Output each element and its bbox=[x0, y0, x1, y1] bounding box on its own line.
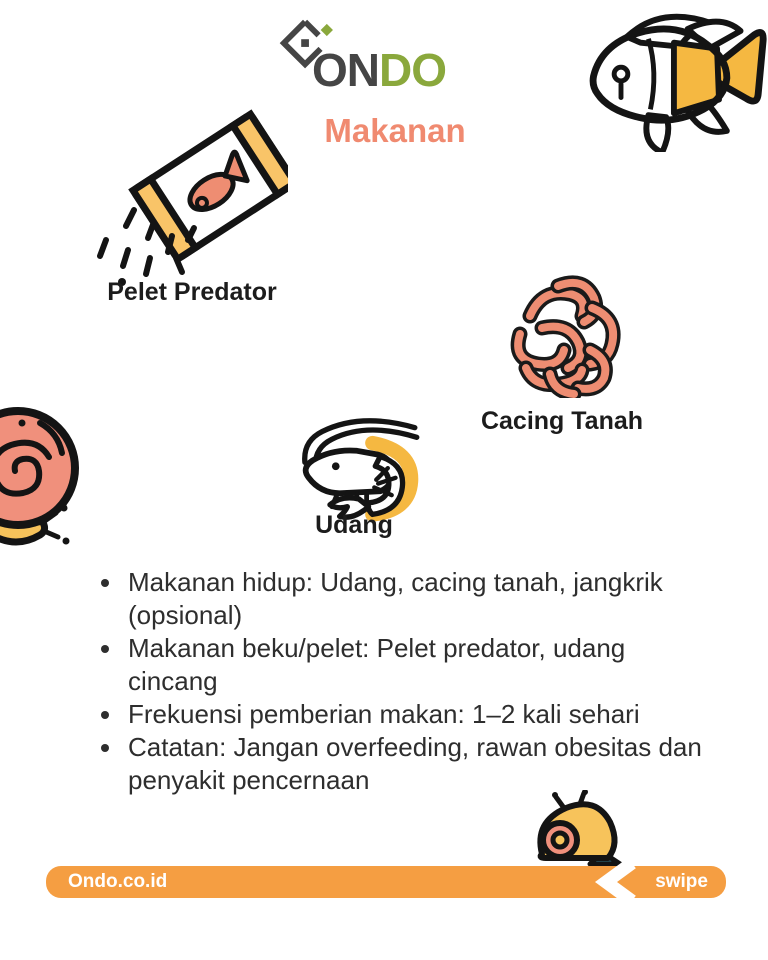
list-item: • Catatan: Jangan overfeeding, rawan obesitas dan penyakit pencernaan bbox=[124, 731, 716, 797]
brand-name-do: DO bbox=[379, 44, 446, 96]
label-udang: Udang bbox=[315, 511, 393, 539]
earthworms-icon bbox=[492, 270, 642, 398]
label-cacing-tanah: Cacing Tanah bbox=[480, 407, 644, 435]
label-pelet-predator: Pelet Predator bbox=[107, 278, 277, 306]
feeding-notes-list bbox=[98, 566, 716, 797]
brand-header bbox=[278, 46, 518, 106]
snail-icon bbox=[0, 393, 113, 558]
shrimp-icon bbox=[282, 418, 430, 526]
list-item: • Makanan hidup: Udang, cacing tanah, jangkrik (opsional) bbox=[124, 566, 716, 632]
pellet-packet-icon bbox=[88, 100, 288, 290]
footer-website: Ondo.co.id bbox=[68, 871, 168, 892]
fish-icon bbox=[572, 2, 768, 152]
list-item: • Frekuensi pemberian makan: 1–2 kali sehari bbox=[124, 698, 716, 731]
swipe-chevron-left-icon bbox=[592, 860, 644, 904]
brand-name bbox=[312, 46, 446, 94]
brand-name-on: ON bbox=[312, 44, 379, 96]
page-title: Makanan bbox=[324, 112, 466, 149]
swipe-label: swipe bbox=[655, 871, 708, 892]
list-item: • Makanan beku/pelet: Pelet predator, udang cincang bbox=[124, 632, 716, 698]
